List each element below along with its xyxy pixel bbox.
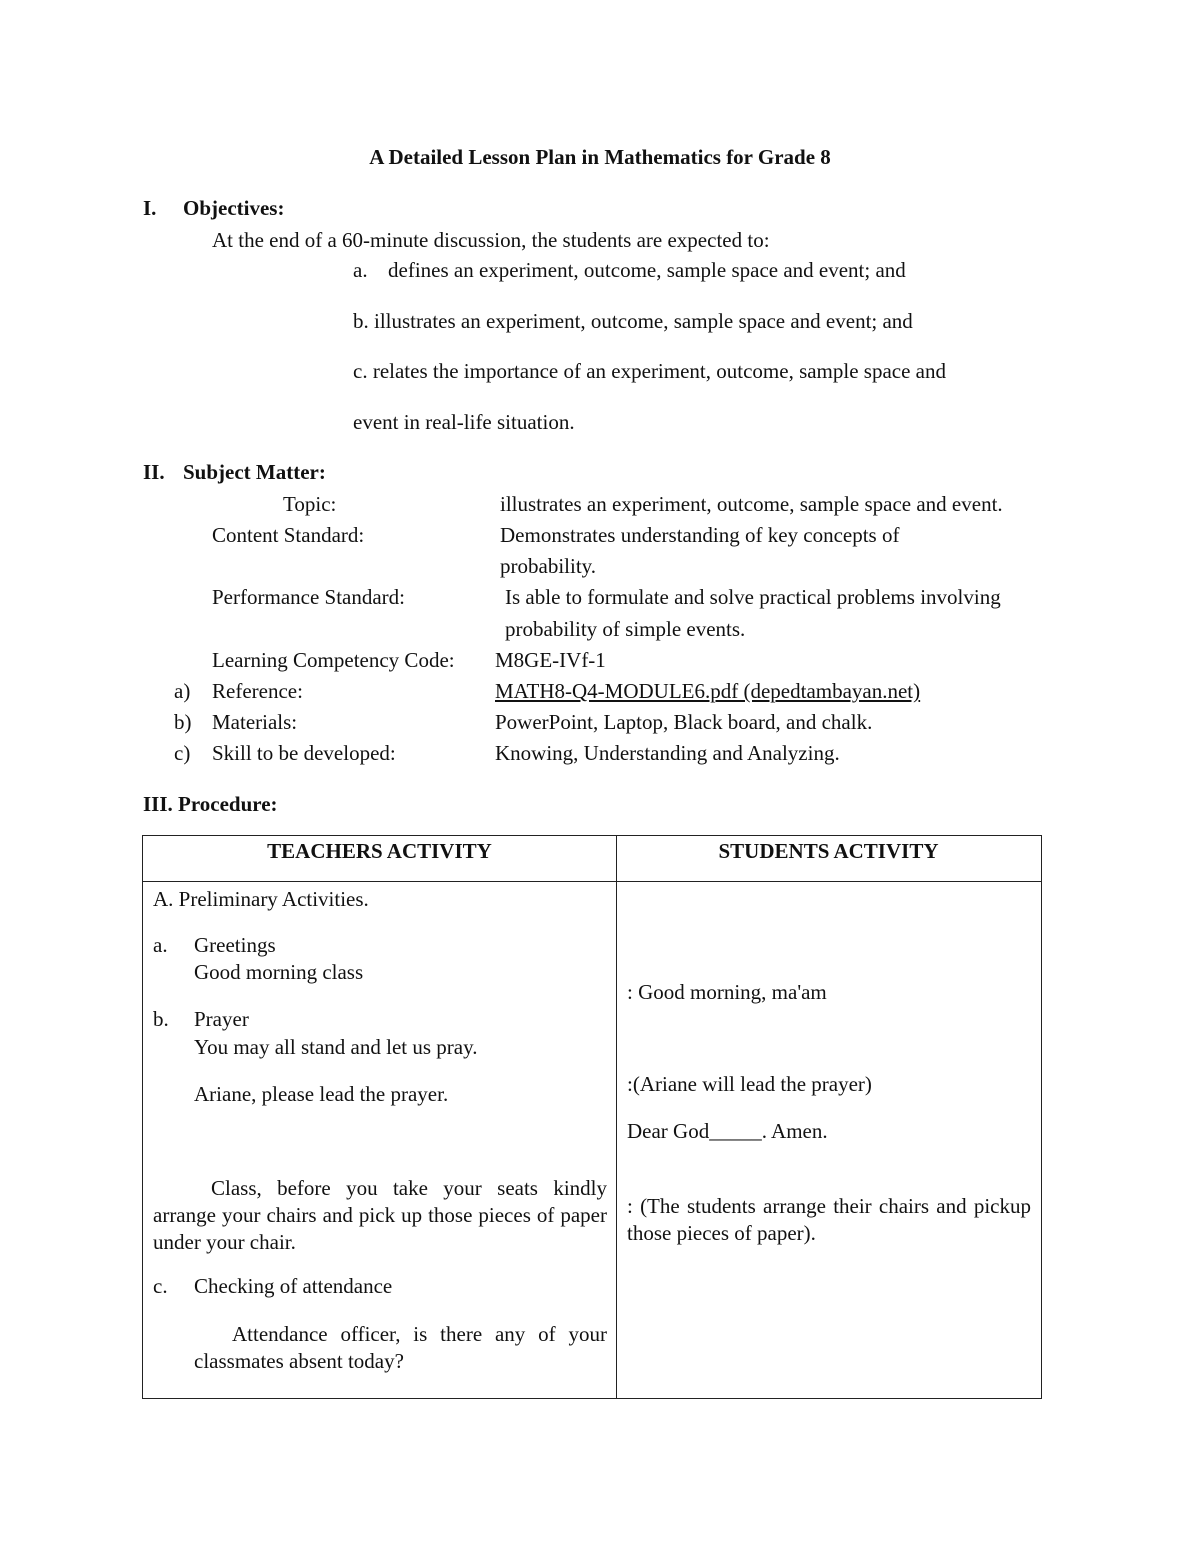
objective-item-a: defines an experiment, outcome, sample space and event; and <box>388 258 906 282</box>
teacher-item-b-marker: b. <box>153 1007 169 1031</box>
performance-standard-value-continued: probability of simple events. <box>505 617 746 641</box>
table-header-divider <box>143 881 1041 882</box>
section-number-objectives: I. <box>143 196 157 220</box>
column-header-student: STUDENTS ACTIVITY <box>718 839 939 863</box>
student-prayer-lead: :(Ariane will lead the prayer) <box>627 1072 872 1096</box>
teacher-greetings-line: Good morning class <box>194 960 364 984</box>
reference-link[interactable]: MATH8-Q4-MODULE6.pdf (depedtambayan.net) <box>495 679 921 703</box>
content-standard-value-continued: probability. <box>500 554 597 578</box>
document-title: A Detailed Lesson Plan in Mathematics for Grade 8 <box>369 145 831 169</box>
teacher-prayer-title: Prayer <box>194 1007 249 1031</box>
section-heading-procedure: III. Procedure: <box>143 792 278 816</box>
student-prayer: Dear God_____. Amen. <box>627 1119 828 1143</box>
column-header-teacher: TEACHERS ACTIVITY <box>267 839 492 863</box>
objective-item-c-continued: event in real-life situation. <box>353 410 575 434</box>
teacher-arrange-chairs: Class, before you take your seats kindly arrange your chairs and pick up those pieces of paper under your chair. <box>153 1176 607 1254</box>
materials-label: Materials: <box>212 710 298 734</box>
competency-code-value: M8GE-IVf-1 <box>495 648 606 672</box>
teacher-preliminary-activities: A. Preliminary Activities. <box>153 887 369 911</box>
skill-marker: c) <box>174 741 191 765</box>
materials-value: PowerPoint, Laptop, Black board, and chalk. <box>495 710 873 734</box>
performance-standard-label: Performance Standard: <box>212 585 406 609</box>
teacher-attendance-question: Attendance officer, is there any of your classmates absent today? <box>194 1322 607 1373</box>
skill-label: Skill to be developed: <box>212 741 396 765</box>
skill-value: Knowing, Understanding and Analyzing. <box>495 741 840 765</box>
objective-item-c: c. relates the importance of an experiment, outcome, sample space and <box>353 359 947 383</box>
reference-label: Reference: <box>212 679 303 703</box>
objective-marker-a: a. <box>353 258 368 282</box>
student-arrange-response: : (The students arrange their chairs and pickup those pieces of paper). <box>627 1194 1031 1245</box>
teacher-item-a-marker: a. <box>153 933 168 957</box>
competency-code-label: Learning Competency Code: <box>212 648 455 672</box>
section-number-subject-matter: II. <box>143 460 165 484</box>
topic-value: illustrates an experiment, outcome, sample space and event. <box>500 492 1003 516</box>
teacher-item-c-marker: c. <box>153 1274 168 1298</box>
teacher-prayer-lead-line: Ariane, please lead the prayer. <box>194 1082 449 1106</box>
topic-label: Topic: <box>283 492 337 516</box>
teacher-prayer-line: You may all stand and let us pray. <box>194 1035 478 1059</box>
performance-standard-value: Is able to formulate and solve practical problems involving <box>505 585 1001 609</box>
reference-marker: a) <box>174 679 191 703</box>
procedure-table <box>142 835 1042 1399</box>
section-heading-subject-matter: Subject Matter: <box>183 460 326 484</box>
section-heading-objectives: Objectives: <box>183 196 285 220</box>
objective-item-b: b. illustrates an experiment, outcome, sample space and event; and <box>353 309 913 333</box>
objectives-intro: At the end of a 60-minute discussion, the students are expected to: <box>212 228 770 252</box>
materials-marker: b) <box>174 710 192 734</box>
teacher-attendance-title: Checking of attendance <box>194 1274 393 1298</box>
content-standard-value: Demonstrates understanding of key concepts of <box>500 523 900 547</box>
student-greeting-response: : Good morning, ma'am <box>627 980 827 1004</box>
teacher-greetings-title: Greetings <box>194 933 276 957</box>
table-column-divider <box>616 836 617 1398</box>
content-standard-label: Content Standard: <box>212 523 365 547</box>
